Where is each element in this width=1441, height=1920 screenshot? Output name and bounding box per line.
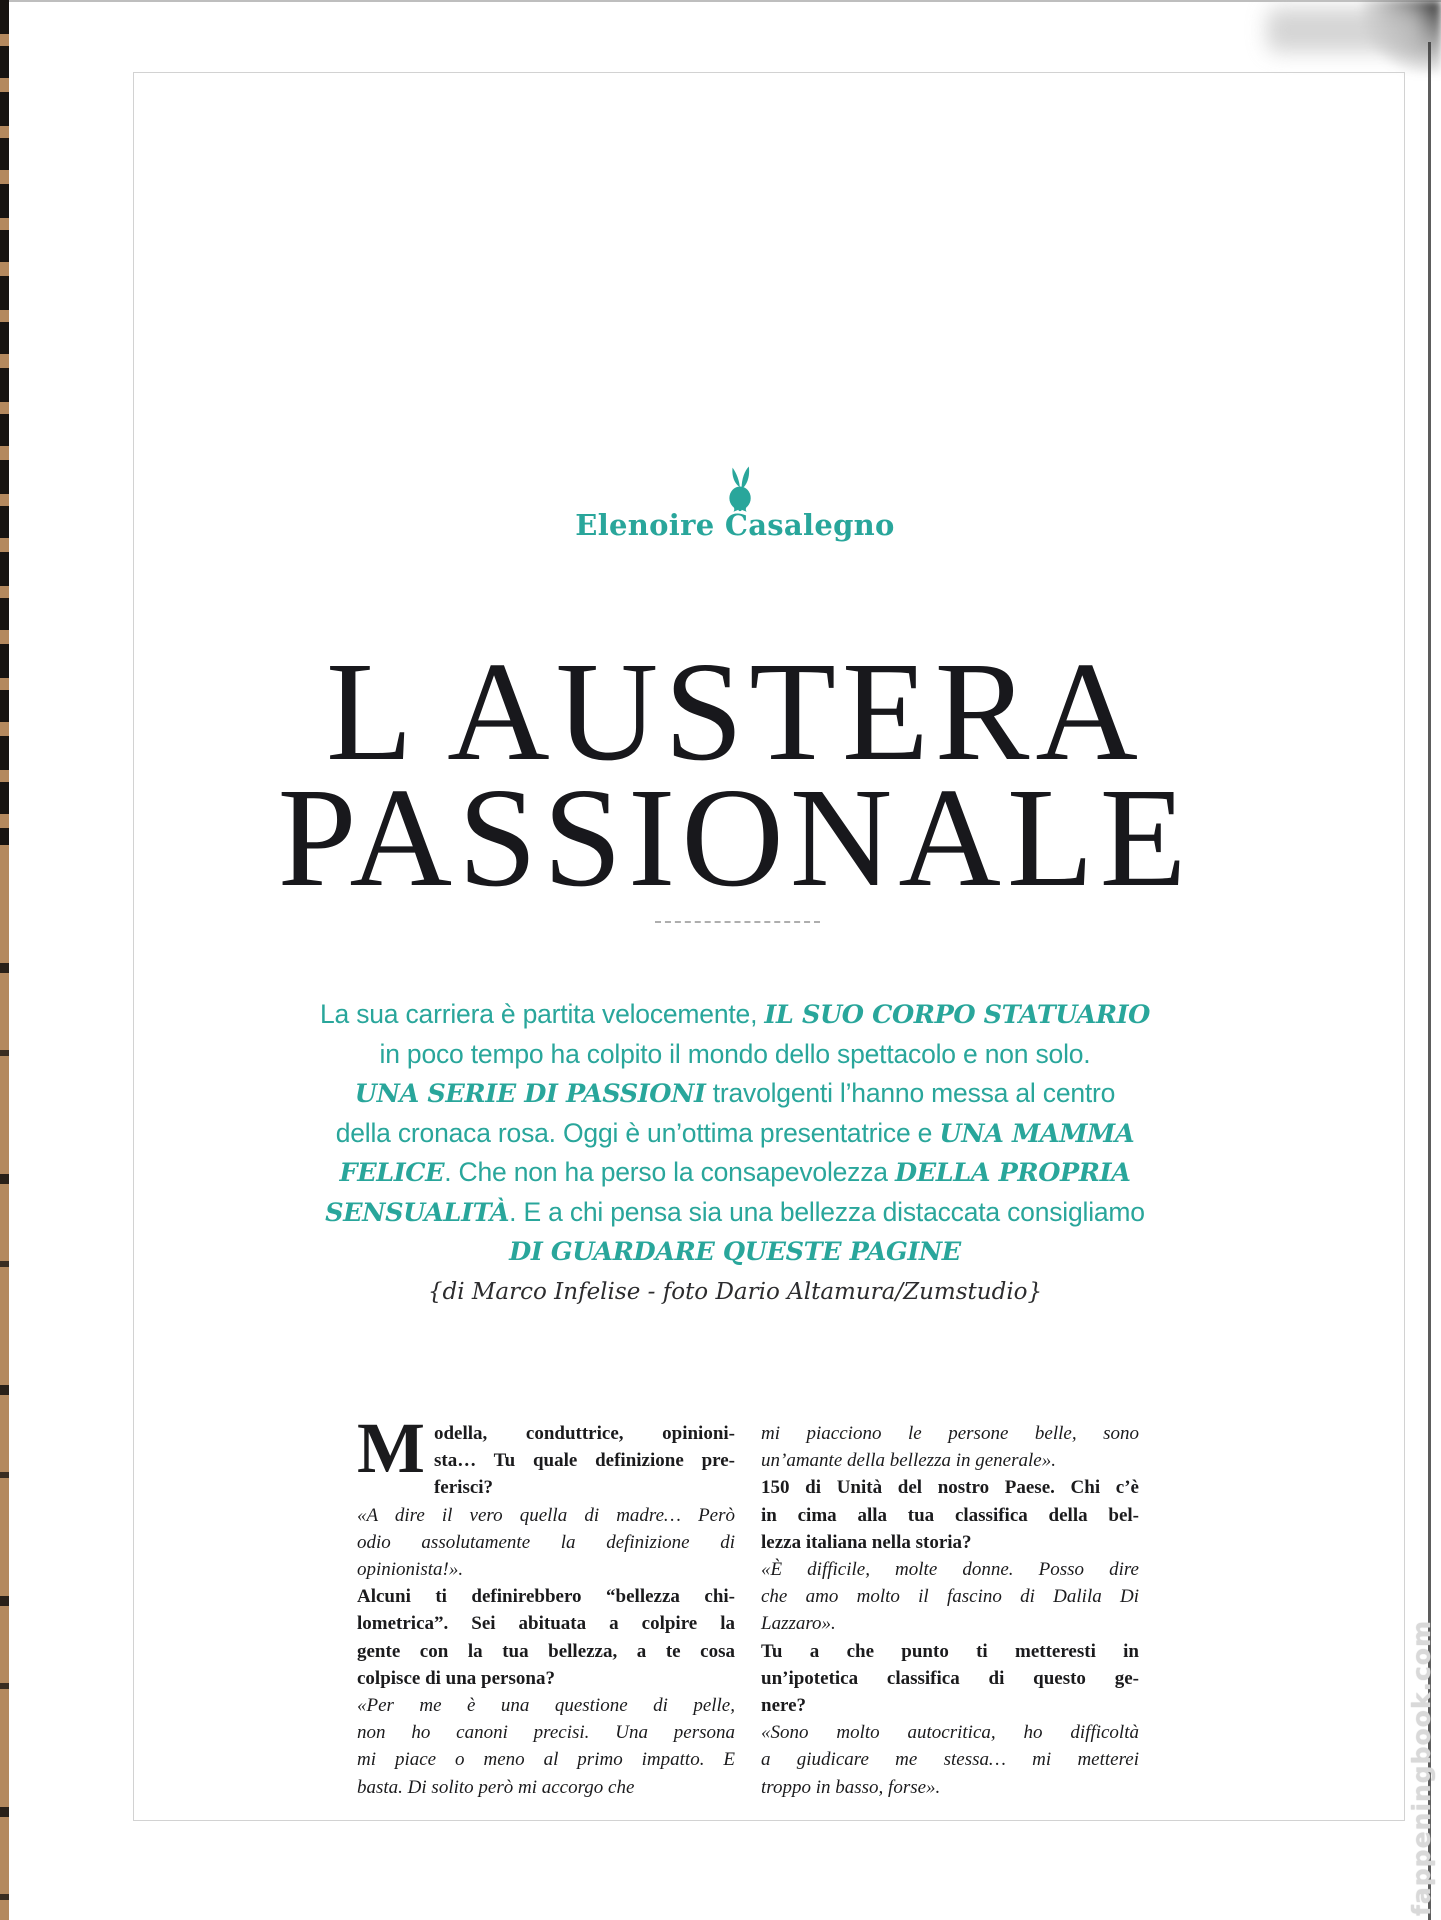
intro-text: . Che non ha perso la consapevolezza	[444, 1157, 895, 1188]
headline-line-2: PASSIONALE	[277, 758, 1193, 916]
intro-emphasis: IL SUO CORPO STATUARIO	[764, 1000, 1150, 1030]
intro-text: . E a chi pensa sia una bellezza distaccata consigliamo	[509, 1196, 1145, 1227]
body-line: «Sono molto autocritica, ho difficoltà	[761, 1722, 1139, 1744]
headline-divider	[655, 921, 820, 923]
intro-line	[0, 1195, 1441, 1235]
intro-emphasis: UNA MAMMA	[939, 1118, 1135, 1149]
intro-emphasis: FELICE	[339, 1158, 445, 1189]
body-line: Lazzaro».	[761, 1613, 836, 1635]
intro-text: travolgenti l’hanno messa al centro	[705, 1078, 1116, 1109]
body-line: non ho canoni precisi. Una persona	[357, 1722, 735, 1744]
body-line: mi piace o meno al primo impatto. E	[357, 1749, 735, 1771]
answer-paragraph	[761, 1420, 1139, 1474]
answer-paragraph	[357, 1692, 735, 1801]
body-line: un’ipotetica classifica di questo ge-	[761, 1667, 1139, 1689]
body-line: nere?	[761, 1695, 807, 1717]
body-line: sta… Tu quale definizione pre-	[433, 1450, 735, 1472]
intro-text: della cronaca rosa. Oggi è un’ottima presentatrice e	[335, 1117, 940, 1148]
body-line: ferisci?	[433, 1477, 494, 1499]
body-line: a giudicare me stessa… mi metterei	[761, 1749, 1139, 1771]
intro-text: in poco tempo ha colpito il mondo dello spettacolo e non solo.	[379, 1038, 1091, 1069]
body-line: colpisce di una persona?	[357, 1667, 555, 1689]
question-paragraph	[357, 1408, 735, 1502]
model-name: Elenoire Casalegno	[575, 508, 895, 542]
body-line: «È difficile, molte donne. Posso dire	[761, 1559, 1139, 1581]
article-column-left	[357, 1408, 735, 1801]
headline-line-1: L AUSTERA	[326, 632, 1144, 790]
intro-emphasis: SENSUALITÀ	[325, 1197, 510, 1228]
answer-paragraph	[761, 1556, 1139, 1638]
question-paragraph	[761, 1474, 1139, 1556]
intro-line	[0, 1076, 1441, 1116]
drop-cap: M	[357, 1408, 425, 1488]
intro-line	[0, 1037, 1441, 1077]
body-line: un’amante della bellezza in generale».	[761, 1450, 1056, 1472]
intro-deck	[0, 997, 1441, 1273]
body-line: opinionista!».	[357, 1559, 464, 1581]
body-line: 150 di Unità del nostro Paese. Chi c’è	[761, 1477, 1139, 1499]
body-line: basta. Di solito però mi accorgo che	[357, 1776, 635, 1798]
body-line: che amo molto il fascino di Dalila Di	[761, 1586, 1139, 1608]
body-line: Tu a che punto ti metteresti in	[761, 1640, 1139, 1662]
question-paragraph	[761, 1638, 1139, 1720]
article-column-right	[761, 1420, 1139, 1801]
intro-text: La sua carriera è partita velocemente,	[319, 999, 765, 1029]
body-line: Alcuni ti definirebbero “bellezza chi-	[357, 1586, 735, 1608]
body-line: «A dire il vero quella di madre… Però	[357, 1504, 735, 1526]
question-paragraph	[357, 1583, 735, 1692]
intro-line	[0, 1116, 1441, 1156]
body-line: troppo in basso, forse».	[761, 1776, 941, 1798]
intro-line	[0, 997, 1441, 1037]
intro-emphasis: UNA SERIE DI PASSIONI	[354, 1079, 706, 1110]
body-line: mi piacciono le persone belle, sono	[761, 1423, 1139, 1444]
body-line: «Per me è una questione di pelle,	[357, 1695, 735, 1717]
body-line: odella, conduttrice, opinioni-	[433, 1423, 735, 1444]
answer-paragraph	[761, 1719, 1139, 1801]
body-line: in cima alla tua classifica della bel-	[761, 1504, 1139, 1526]
byline: {di Marco Infelise - foto Dario Altamura/Zumstudio}	[427, 1279, 1043, 1305]
body-line: gente con la tua bellezza, a te cosa	[357, 1640, 735, 1662]
intro-line	[0, 1155, 1441, 1195]
intro-emphasis: DI GUARDARE QUESTE PAGINE	[509, 1236, 961, 1267]
body-line: lometrica”. Sei abituata a colpire la	[357, 1613, 735, 1635]
body-line: odio assolutamente la definizione di	[357, 1531, 735, 1553]
intro-emphasis: DELLA PROPRIA	[894, 1158, 1131, 1189]
watermark-text: fappeningbook.com	[1407, 1620, 1436, 1916]
answer-paragraph	[357, 1502, 735, 1584]
intro-line	[0, 1235, 1441, 1274]
article-body	[357, 1408, 1139, 1801]
body-line: lezza italiana nella storia?	[761, 1531, 972, 1553]
